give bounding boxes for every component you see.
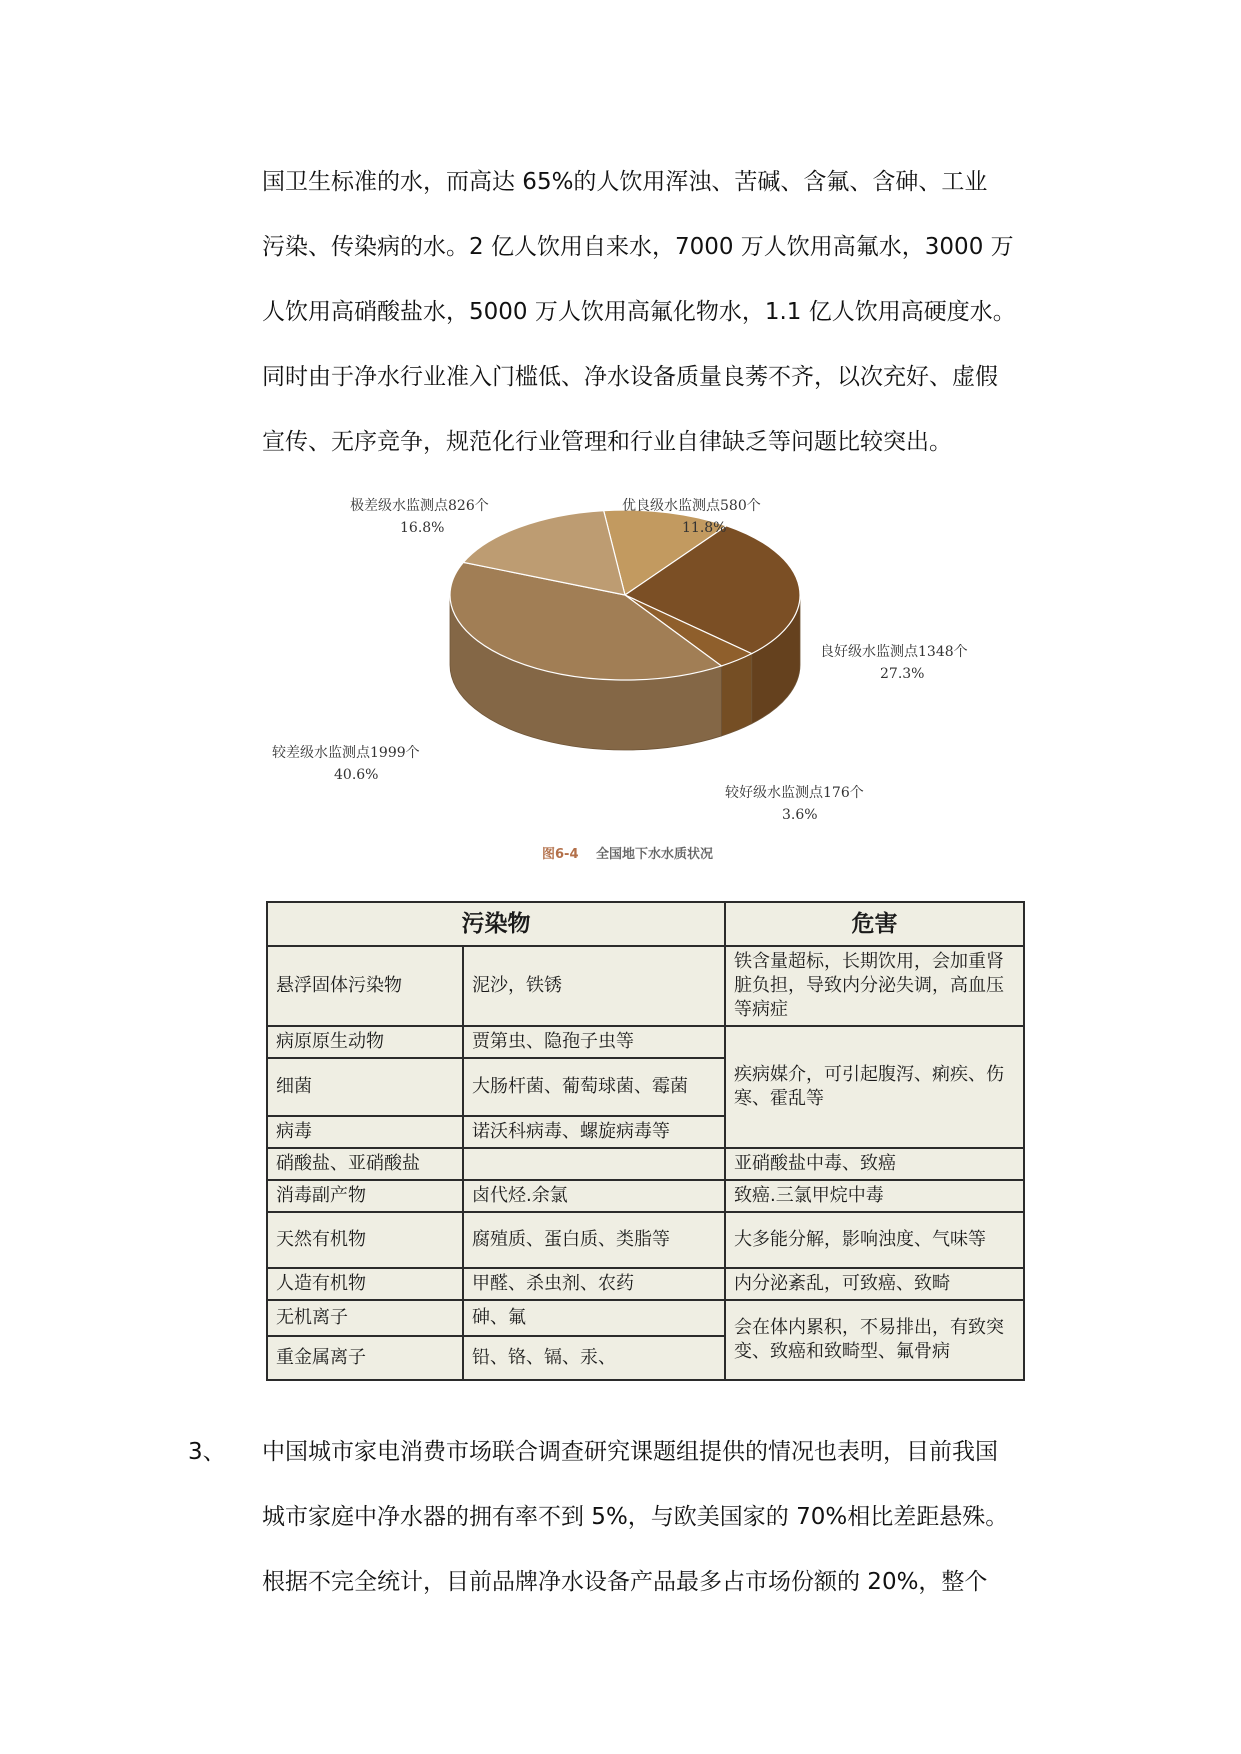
cell-category: 细菌 xyxy=(267,1058,463,1116)
table-header-row xyxy=(267,902,1024,946)
pollutant-table xyxy=(266,901,1025,1381)
cell-examples: 卤代烃.余氯 xyxy=(463,1180,725,1212)
cell-harm: 疾病媒介，可引起腹泻、痢疾、伤寒、霍乱等 xyxy=(725,1026,1024,1148)
cell-examples: 泥沙，铁锈 xyxy=(463,946,725,1026)
pie-top-face xyxy=(450,510,800,680)
label-good-percent: 27.3% xyxy=(880,666,925,682)
cell-examples xyxy=(463,1148,725,1180)
label-fair-count: 较好级水监测点176个 xyxy=(725,785,864,801)
cell-category: 病毒 xyxy=(267,1116,463,1148)
header-harm: 危害 xyxy=(725,902,1024,946)
cell-category: 悬浮固体污染物 xyxy=(267,946,463,1026)
cell-category: 天然有机物 xyxy=(267,1212,463,1268)
text-line: 人饮用高硝酸盐水，5000 万人饮用高氟化物水，1.1 亿人饮用高硬度水。 xyxy=(262,299,1016,325)
header-pollutant: 污染物 xyxy=(267,902,725,946)
cell-examples: 甲醛、杀虫剂、农药 xyxy=(463,1268,725,1300)
pie-side-较好级水监测点 xyxy=(721,654,751,736)
pie-chart-svg xyxy=(260,490,1020,870)
cell-category: 病原原生动物 xyxy=(267,1026,463,1058)
label-excellent-count: 优良级水监测点580个 xyxy=(622,498,761,514)
cell-harm: 会在体内累积，不易排出，有致突变、致癌和致畸型、氟骨病 xyxy=(725,1300,1024,1380)
table-row xyxy=(267,1212,1024,1268)
cell-harm: 大多能分解，影响浊度、气味等 xyxy=(725,1212,1024,1268)
cell-category: 硝酸盐、亚硝酸盐 xyxy=(267,1148,463,1180)
cell-category: 人造有机物 xyxy=(267,1268,463,1300)
text-line: 中国城市家电消费市场联合调查研究课题组提供的情况也表明，目前我国 xyxy=(262,1439,998,1465)
cell-examples: 诺沃科病毒、螺旋病毒等 xyxy=(463,1116,725,1148)
cell-examples: 腐殖质、蛋白质、类脂等 xyxy=(463,1212,725,1268)
cell-category: 消毒副产物 xyxy=(267,1180,463,1212)
cell-examples: 铅、铬、镉、汞、 xyxy=(463,1336,725,1380)
label-very-poor-count: 极差级水监测点826个 xyxy=(350,498,489,514)
cell-harm: 铁含量超标，长期饮用，会加重肾脏负担，导致内分泌失调，高血压等病症 xyxy=(725,946,1024,1026)
cell-examples: 砷、氟 xyxy=(463,1300,725,1336)
text-line: 污染、传染病的水。2 亿人饮用自来水，7000 万人饮用高氟水，3000 万 xyxy=(262,234,1014,260)
text-line: 国卫生标准的水，而高达 65%的人饮用浑浊、苦碱、含氟、含砷、工业 xyxy=(262,169,988,195)
text-line: 根据不完全统计，目前品牌净水设备产品最多占市场份额的 20%，整个 xyxy=(262,1569,988,1595)
table-row xyxy=(267,946,1024,1026)
table-row xyxy=(267,1180,1024,1212)
figure-number: 图6-4 xyxy=(542,847,579,862)
text-line: 同时由于净水行业准入门槛低、净水设备质量良莠不齐，以次充好、虚假 xyxy=(262,364,998,390)
table-row xyxy=(267,1268,1024,1300)
table-row xyxy=(267,1300,1024,1336)
text-line: 城市家庭中净水器的拥有率不到 5%，与欧美国家的 70%相比差距悬殊。 xyxy=(262,1504,1009,1530)
cell-harm: 亚硝酸盐中毒、致癌 xyxy=(725,1148,1024,1180)
paragraph-top xyxy=(262,150,1062,475)
cell-category: 重金属离子 xyxy=(267,1336,463,1380)
cell-harm: 致癌.三氯甲烷中毒 xyxy=(725,1180,1024,1212)
label-poor-percent: 40.6% xyxy=(334,767,379,783)
cell-examples: 贾第虫、隐孢子虫等 xyxy=(463,1026,725,1058)
paragraph-bottom xyxy=(262,1420,1062,1615)
label-excellent-percent: 11.8% xyxy=(682,520,727,536)
groundwater-quality-pie-chart xyxy=(260,490,1020,870)
cell-category: 无机离子 xyxy=(267,1300,463,1336)
label-good-count: 良好级水监测点1348个 xyxy=(820,644,968,660)
table-row xyxy=(267,1026,1024,1058)
text-line: 宣传、无序竞争，规范化行业管理和行业自律缺乏等问题比较突出。 xyxy=(262,429,952,455)
cell-harm: 内分泌紊乱，可致癌、致畸 xyxy=(725,1268,1024,1300)
label-very-poor-percent: 16.8% xyxy=(400,520,445,536)
list-marker: 3、 xyxy=(188,1439,226,1465)
label-poor-count: 较差级水监测点1999个 xyxy=(272,745,420,761)
table-row xyxy=(267,1148,1024,1180)
cell-examples: 大肠杆菌、葡萄球菌、霉菌 xyxy=(463,1058,725,1116)
figure-caption: 全国地下水水质状况 xyxy=(596,847,714,862)
label-fair-percent: 3.6% xyxy=(782,807,818,823)
